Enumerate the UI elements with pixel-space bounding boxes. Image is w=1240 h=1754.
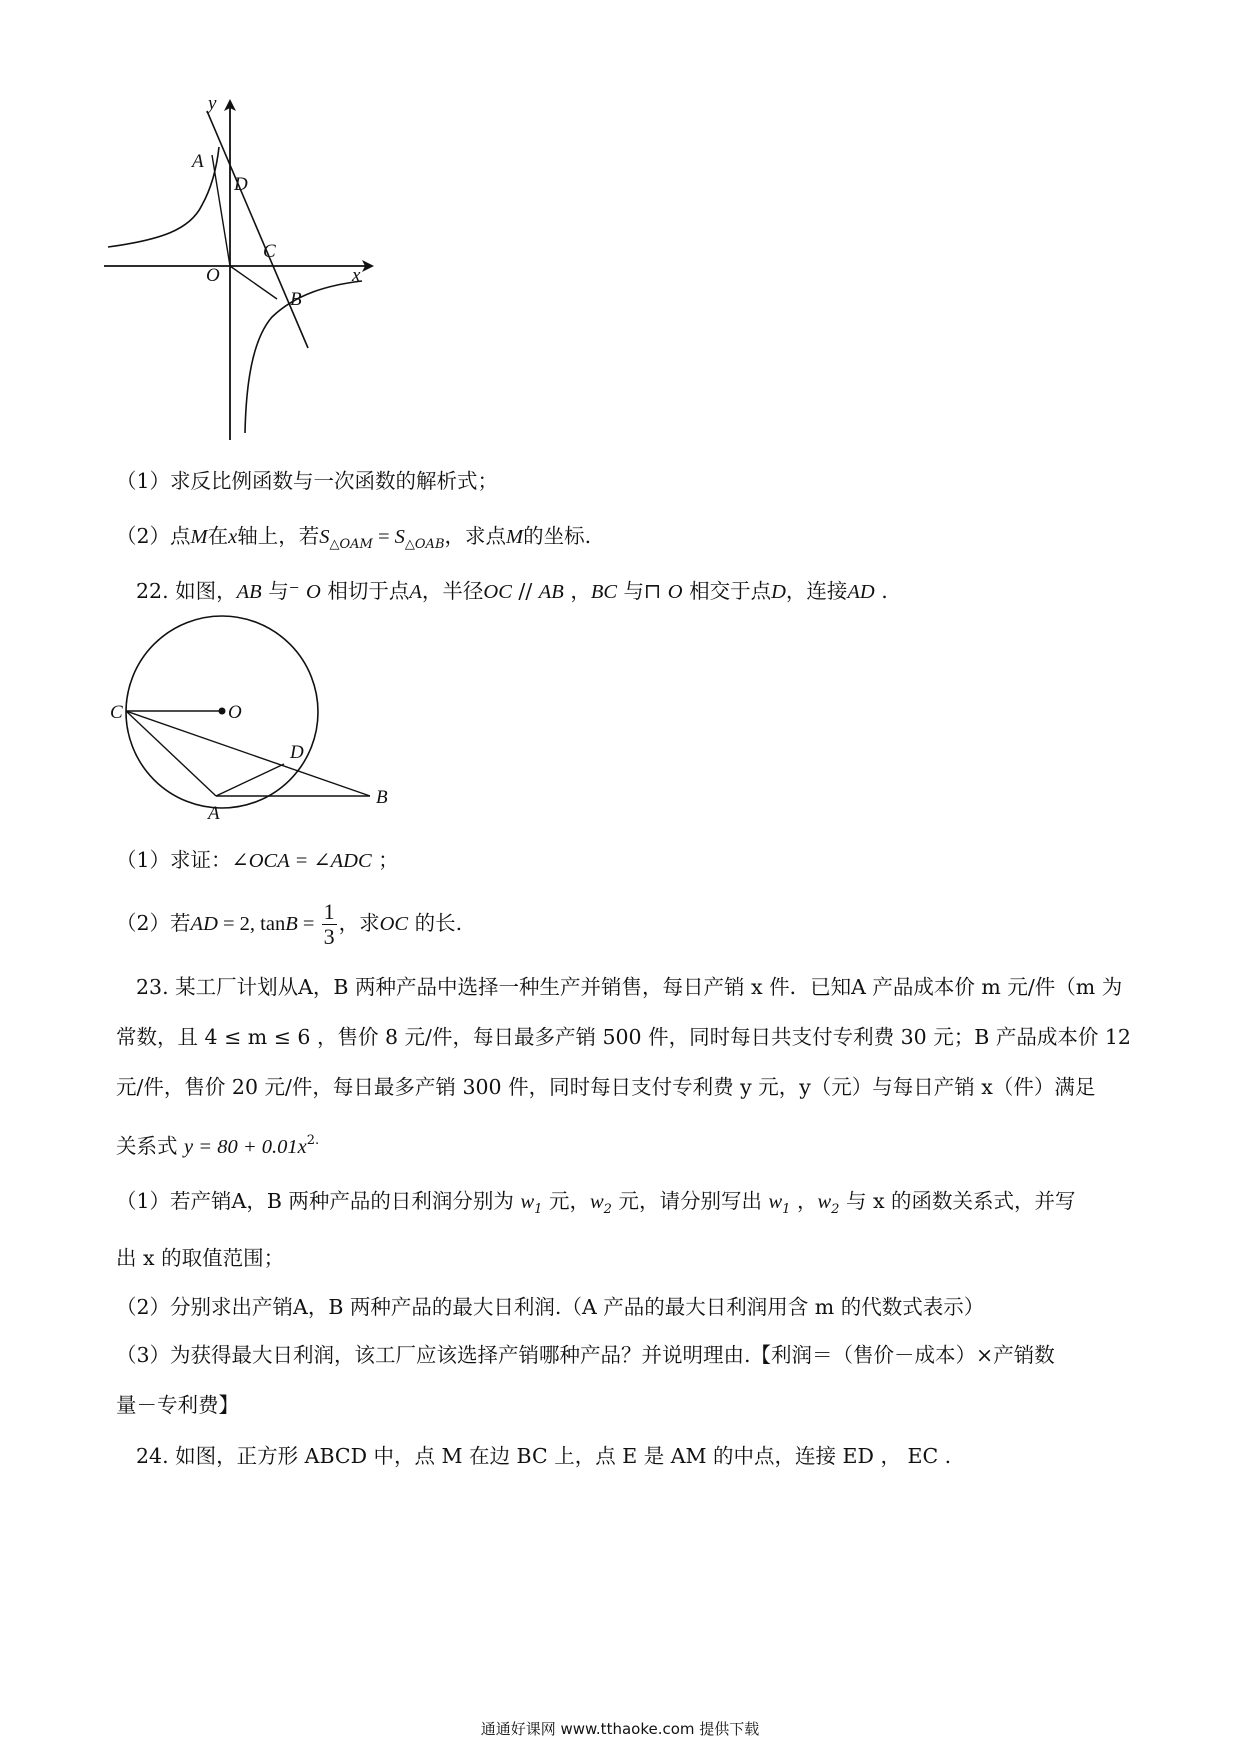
label-b: B (376, 787, 388, 808)
text: 的坐标. (523, 524, 592, 548)
math: w (768, 1191, 783, 1213)
label-c: C (110, 702, 123, 723)
math: B (285, 913, 298, 935)
text: ，求 (338, 911, 380, 935)
math: M (506, 526, 524, 548)
q22-part2 (116, 895, 462, 952)
segment-ad (216, 764, 284, 796)
q23-stem-line3: 元/件，售价 20 元/件，每日最多产销 300 件，同时每日支付专利费 y 元，y（元）与每日产销 x（件）满足 (116, 1075, 1096, 1099)
math-sub: △OAM (329, 537, 373, 552)
text: ； (371, 848, 399, 872)
math: w (520, 1191, 535, 1213)
text: ，半径 (421, 579, 484, 603)
numerator: 1 (323, 899, 335, 924)
q24-stem: 24. 如图，正方形 ABCD 中，点 M 在边 BC 上，点 E 是 AM 的中点，连接 ED ， EC . (136, 1444, 952, 1468)
text: 与⁻ (261, 579, 307, 603)
math: = (297, 913, 320, 935)
text: ， (790, 1189, 818, 1213)
math-sub: 1 (534, 1202, 543, 1217)
q23-part1-line2: 出 x 的取值范围； (116, 1246, 285, 1270)
text: 与⊓ (617, 579, 668, 603)
text: 与 x 的函数关系式，并写 (839, 1189, 1076, 1213)
label-o: O (228, 702, 242, 723)
q22-part1 (116, 845, 399, 876)
segment-ob (230, 266, 277, 299)
math: AD (190, 913, 218, 935)
text: 元，请分别写出 (611, 1189, 769, 1213)
math: x (228, 526, 238, 548)
fraction-one-third (322, 900, 337, 949)
hyperbola-branch-lower (245, 281, 362, 433)
segment-cb (126, 711, 370, 796)
math: S (319, 526, 330, 548)
q23-part3-line2: 量－专利费】 (116, 1393, 239, 1417)
text: ，求点 (444, 524, 507, 548)
math-sub: 1 (782, 1202, 791, 1217)
center-point-o (219, 708, 226, 715)
q23-part1-line1 (116, 1186, 1076, 1225)
math-sub: △OAB (404, 537, 445, 552)
math: D (771, 581, 786, 603)
q23-stem-line2: 常数，且 4 ≤ m ≤ 6 ，售价 8 元/件，每日最多产销 500 件，同时每日共支付专利费 30 元；B 产品成本价 12 (116, 1025, 1131, 1049)
text: ，连接 (785, 579, 848, 603)
segment-ca (126, 711, 216, 796)
text: 在 (207, 524, 229, 548)
text: 相交于点 (682, 579, 772, 603)
text: ， (563, 579, 591, 603)
q23-stem-line1: 23. 某工厂计划从A，B 两种产品中选择一种生产并销售，每日产销 x 件．已知A 产品成本价 m 元/件（m 为 (136, 975, 1123, 999)
text: . (874, 579, 888, 603)
math-sup: 2. (306, 1133, 320, 1148)
math: ∠OCA = ∠ADC (231, 850, 372, 872)
text: （1）若产销A，B 两种产品的日利润分别为 (116, 1189, 521, 1213)
q23-part2: （2）分别求出产销A，B 两种产品的最大日利润.（A 产品的最大日利润用含 m 的代数式表示） (116, 1295, 985, 1319)
label-d: D (234, 174, 248, 195)
denominator: 3 (323, 924, 335, 949)
linear-function-line (207, 111, 308, 348)
text: （2）若 (116, 911, 191, 935)
math: O (306, 581, 321, 603)
math: = (372, 526, 395, 548)
text: 相切于点 (320, 579, 410, 603)
math-sub: 2 (603, 1202, 612, 1217)
label-y: y (208, 95, 217, 114)
text: （2）点 (116, 524, 191, 548)
q21-part1: （1）求反比例函数与一次函数的解析式； (116, 469, 499, 493)
text: 关系式 (116, 1134, 185, 1158)
math-sub: 2 (831, 1202, 840, 1217)
math: = 2, tan (217, 913, 286, 935)
label-c: C (263, 241, 276, 262)
math: A (409, 581, 422, 603)
math: S (394, 526, 405, 548)
math: AB (236, 581, 262, 603)
math: O (667, 581, 683, 603)
math: AB (538, 581, 564, 603)
text: （1）求证： (116, 848, 232, 872)
text: 的长. (408, 911, 463, 935)
label-a: A (192, 151, 204, 172)
footer-watermark: 通通好课网 www.tthaoke.com 提供下载 (480, 1720, 760, 1738)
q23-part3-line1: （3）为获得最大日利润，该工厂应该选择产销哪种产品？并说明理由.【利润＝（售价－成本）×产销数 (116, 1343, 1055, 1367)
segment-oa (212, 155, 230, 266)
math: OC (483, 581, 512, 603)
math: w (589, 1191, 604, 1213)
text: 元， (542, 1189, 590, 1213)
text: // (511, 579, 539, 603)
q21-part2 (116, 521, 591, 560)
label-a: A (208, 803, 220, 824)
label-b: B (290, 289, 302, 310)
function-graph-figure (100, 95, 420, 445)
q23-stem-line4 (116, 1126, 319, 1162)
label-d: D (290, 742, 304, 763)
math: w (817, 1191, 832, 1213)
circle-figure (110, 600, 410, 830)
text: 22. 如图， (136, 579, 237, 603)
math: M (190, 526, 208, 548)
math: BC (590, 581, 618, 603)
text: 轴上，若 (237, 524, 320, 548)
math: y = 80 + 0.01x (184, 1136, 307, 1158)
label-o: O (206, 265, 220, 286)
math: OC (379, 913, 409, 935)
math: AD (847, 581, 875, 603)
label-x: x (352, 265, 361, 286)
